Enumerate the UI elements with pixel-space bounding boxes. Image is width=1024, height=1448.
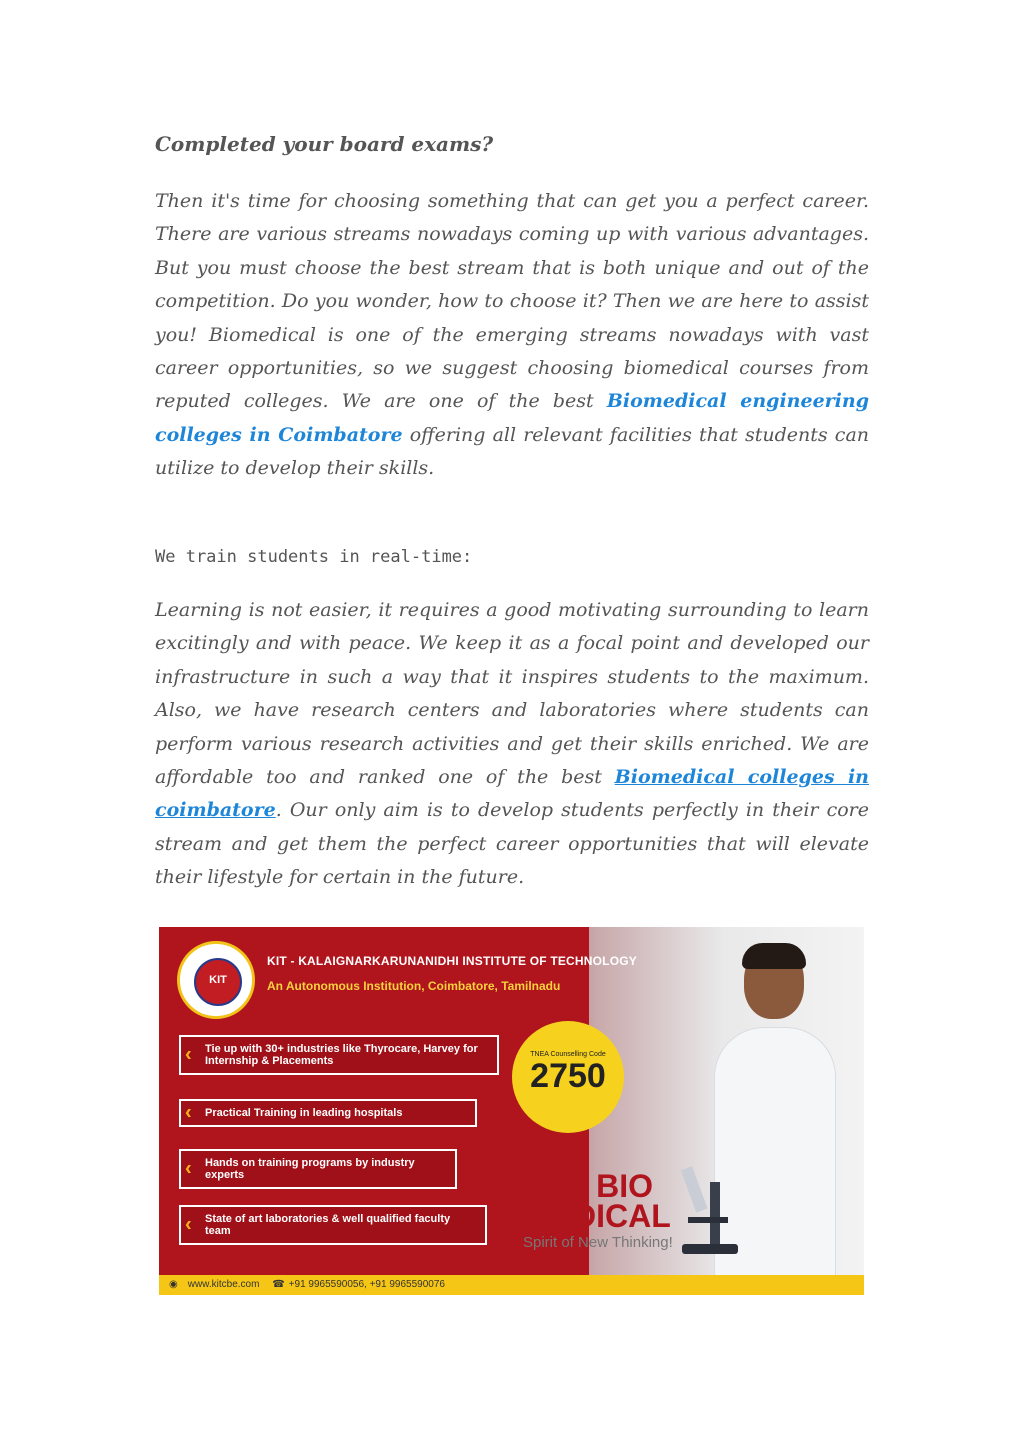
paragraph-intro-text: Then it's time for choosing something that can get you a perfect career. There are various streams nowadays coming up with various advantages. But you must choose the best stream that is both unique and out of the competition. Do you wonder, how to choose it? Then we are here to assist you! Biomedical is one of the emerging streams nowadays with vast career opportunities, so we suggest choosing biomedical courses from reputed colleges. We are one of the best <box>155 190 869 413</box>
microscope-icon <box>674 1162 744 1257</box>
heading-board-exams: Completed your board exams? <box>155 132 494 156</box>
chevron-icon: ‹ <box>185 1101 192 1124</box>
banner-tagline: Spirit of New Thinking! <box>523 1234 673 1251</box>
paragraph-intro <box>155 185 869 486</box>
counselling-code-badge <box>512 1021 624 1133</box>
banner-point-3: ‹ Hands on training programs by industry experts <box>179 1149 457 1189</box>
banner-point-2: ‹ Practical Training in leading hospitals <box>179 1099 477 1127</box>
banner-contact-bar <box>159 1275 864 1295</box>
badge-caption: TNEA Counselling Code <box>530 1051 606 1058</box>
link-biomedical-colleges[interactable]: Biomedical colleges in coimbatore <box>155 766 869 822</box>
banner-point-1: ‹ Tie up with 30+ industries like Thyrocare, Harvey for Internship & Placements <box>179 1035 499 1075</box>
logo-text: KIT <box>209 974 227 986</box>
document-body <box>155 128 870 889</box>
paragraph-training-text-end: . Our only aim is to develop students perfectly in their core stream and get them the perfect career opportunities that will elevate their lifestyle for certain in the future. <box>155 799 869 889</box>
kit-logo <box>177 941 255 1019</box>
badge-number: 2750 <box>530 1057 606 1095</box>
banner-title: KIT - KALAIGNARKARUNANIDHI INSTITUTE OF TECHNOLOGY <box>267 954 637 968</box>
chevron-icon: ‹ <box>185 1157 192 1180</box>
course-title-line1: B.E. BIO <box>525 1168 654 1204</box>
paragraph-training-text: Learning is not easier, it requires a good motivating surrounding to learn excitingly and with peace. We keep it as a focal point and developed our infrastructure in such a way that it inspires students to the maximum. Also, we have research centers and laboratories where students can perform various research activities and get their skills enriched. We are affordable too and ranked one of the best <box>155 599 869 789</box>
course-title-line2: MEDICAL <box>525 1198 671 1234</box>
phone-icon: ☎ <box>272 1279 285 1290</box>
heading-train-students: We train students in real-time: <box>155 547 473 567</box>
banner-point-4: ‹ State of art laboratories & well qualified faculty team <box>179 1205 487 1245</box>
paragraph-intro-text-end: offering all relevant facilities that students can utilize to develop their skills. <box>155 423 870 480</box>
link-biomedical-engineering-colleges[interactable]: Biomedical engineering colleges in Coimbatore <box>155 390 870 446</box>
paragraph-training <box>155 594 869 895</box>
chevron-icon: ‹ <box>185 1043 192 1066</box>
banner-phones: +91 9965590056, +91 9965590076 <box>288 1279 445 1290</box>
college-banner-image <box>159 927 864 1295</box>
globe-icon: ◉ <box>169 1279 178 1290</box>
banner-website: www.kitcbe.com <box>187 1279 260 1290</box>
chevron-icon: ‹ <box>185 1213 192 1236</box>
banner-subtitle: An Autonomous Institution, Coimbatore, Tamilnadu <box>267 979 561 993</box>
